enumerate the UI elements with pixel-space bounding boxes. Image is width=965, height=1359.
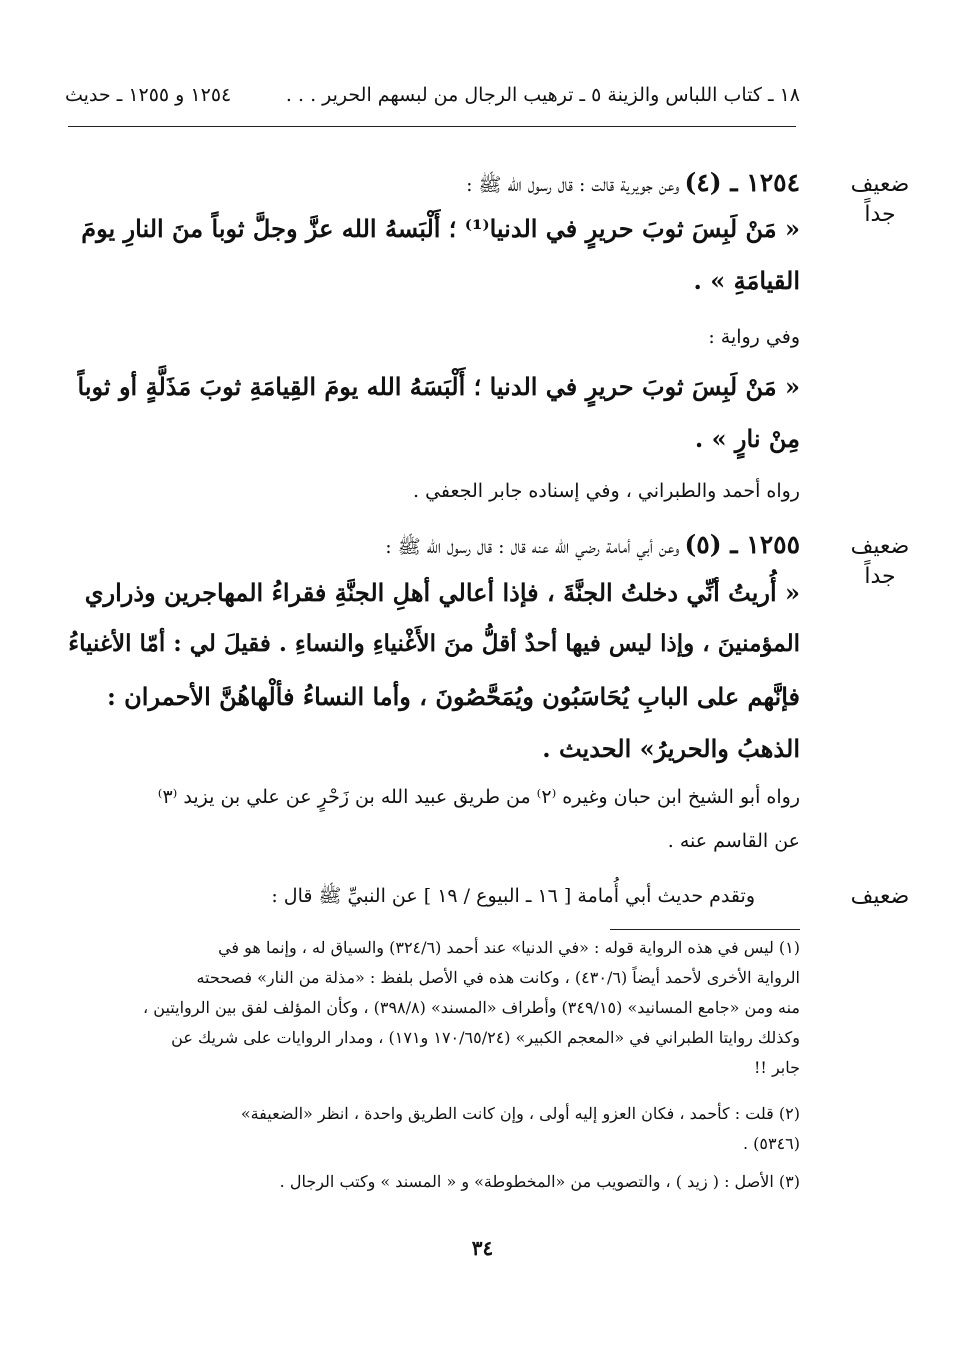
hadith-text-line: المؤمنينَ ، وإذا ليس فيها أحدٌ أقلُّ منَ الأَغْنياءِ والنساءِ . فقيلَ لي : أمّا الأغنياءُ <box>68 630 800 657</box>
footnote-line: وكذلك روايتا الطبراني في «المعجم الكبير» (١٧٠/٦٥/٢٤ و١٧١) ، ومدار الروايات على شريك عن <box>171 1028 800 1047</box>
footnote-line: (٥٣٤٦) . <box>742 1134 800 1153</box>
hadith-number: ١٢٥٥ ـ (٥) <box>684 530 800 559</box>
footnote-line: الرواية الأخرى لأحمد أيضاً (٤٣٠/٦) ، وكانت هذه في الأصل بلفظ : «مذلة من النار» فصححته <box>196 968 800 987</box>
hadith-intro: وعن أبي أمامة رضي الله عنه قال : قال رسول الله ﷺ : <box>385 536 680 558</box>
hadith-source: عن القاسم عنه . <box>667 830 800 852</box>
header-chapter: ١٨ ـ كتاب اللباس والزينة ٥ ـ ترهيب الرجال من لبسهم الحرير . . . <box>285 84 800 106</box>
hadith-text-line: « مَنْ لَبِسَ ثوبَ حريرٍ في الدنيا⁽¹⁾ ؛ أَلْبَسهُ الله عزَّ وجلَّ ثوباً منَ النارِ يومَ <box>81 214 800 243</box>
hadith-intro: وعن جويرية قالت : قال رسول الله ﷺ : <box>466 174 680 196</box>
hadith-text-line: « أُريتُ أنِّي دخلتُ الجنَّةَ ، فإذا أعالي أهلِ الجنَّةِ فقراءُ المهاجرين وذراري <box>84 578 800 607</box>
cross-reference: وتقدم حديث أبي أُمامة [ ١٦ ـ البيوع / ١٩ ] عن النبيِّ ﷺ قال : <box>271 885 755 907</box>
footnote-line: (٣) الأصل : ( زيد ) ، والتصويب من «المخطوطة» و « المسند » وكتب الرجال . <box>279 1172 800 1191</box>
hadith-number: ١٢٥٤ ـ (٤) <box>684 168 800 197</box>
hadith-text-line: الذهبُ والحريرُ» الحديث . <box>542 734 800 763</box>
hadith-source: رواه أحمد والطبراني ، وفي إسناده جابر الجعفي . <box>413 480 800 502</box>
grade-label-1255 <box>825 532 935 592</box>
variant-label: وفي رواية : <box>708 326 800 348</box>
grade-label-reference <box>825 882 935 912</box>
footnote-line: منه ومن «جامع المسانيد» (٣٤٩/١٥) وأطراف «المسند» (٣٩٨/٨) ، وكأن المؤلف لفق بين الروايتين ، <box>143 998 800 1017</box>
footnote-line: جابر !! <box>754 1058 800 1077</box>
footnote-divider <box>610 929 800 930</box>
grade-qualifier: جداً <box>864 564 896 589</box>
grade-word: ضعيف <box>850 884 910 909</box>
footnote-line: (٢) قلت : كأحمد ، فكان العزو إليه أولى ، وإن كانت الطريق واحدة ، انظر «الضعيفة» <box>240 1104 800 1123</box>
grade-label-1254 <box>825 170 935 230</box>
page-number: ٣٤ <box>471 1236 494 1260</box>
grade-word: ضعيف <box>850 534 910 559</box>
grade-qualifier: جداً <box>864 202 896 227</box>
hadith-text-line: فإنَّهم على البابِ يُحَاسَبُون ويُمَحَّصُونَ ، وأما النساءُ فألْهاهُنَّ الأحمران : <box>106 682 800 711</box>
header-divider <box>68 126 796 127</box>
hadith-source: رواه أبو الشيخ ابن حبان وغيره ⁽٢⁾ من طريق عبيد الله بن زَحْرٍ عن علي بن يزيد ⁽٣⁾ <box>157 786 800 808</box>
hadith-1255-heading <box>65 530 800 570</box>
running-header <box>65 84 800 118</box>
footnote-line: (١) ليس في هذه الرواية قوله : «في الدنيا» عند أحمد (٣٢٤/٦) والسياق له ، وإنما هو في <box>218 938 800 957</box>
hadith-1254-heading <box>65 168 800 208</box>
hadith-text-line: القيامَةِ » . <box>693 266 800 295</box>
hadith-text-line: « مَنْ لَبِسَ ثوبَ حريرٍ في الدنيا ؛ أَلْبَسَهُ الله يومَ القِيامَةِ ثوبَ مَذَلَّةٍ أو ثوباً <box>77 372 800 401</box>
hadith-text-line: مِنْ نارٍ » . <box>694 424 800 453</box>
header-hadith-range: ١٢٥٤ و ١٢٥٥ ـ حديث <box>65 84 232 106</box>
grade-word: ضعيف <box>850 172 910 197</box>
